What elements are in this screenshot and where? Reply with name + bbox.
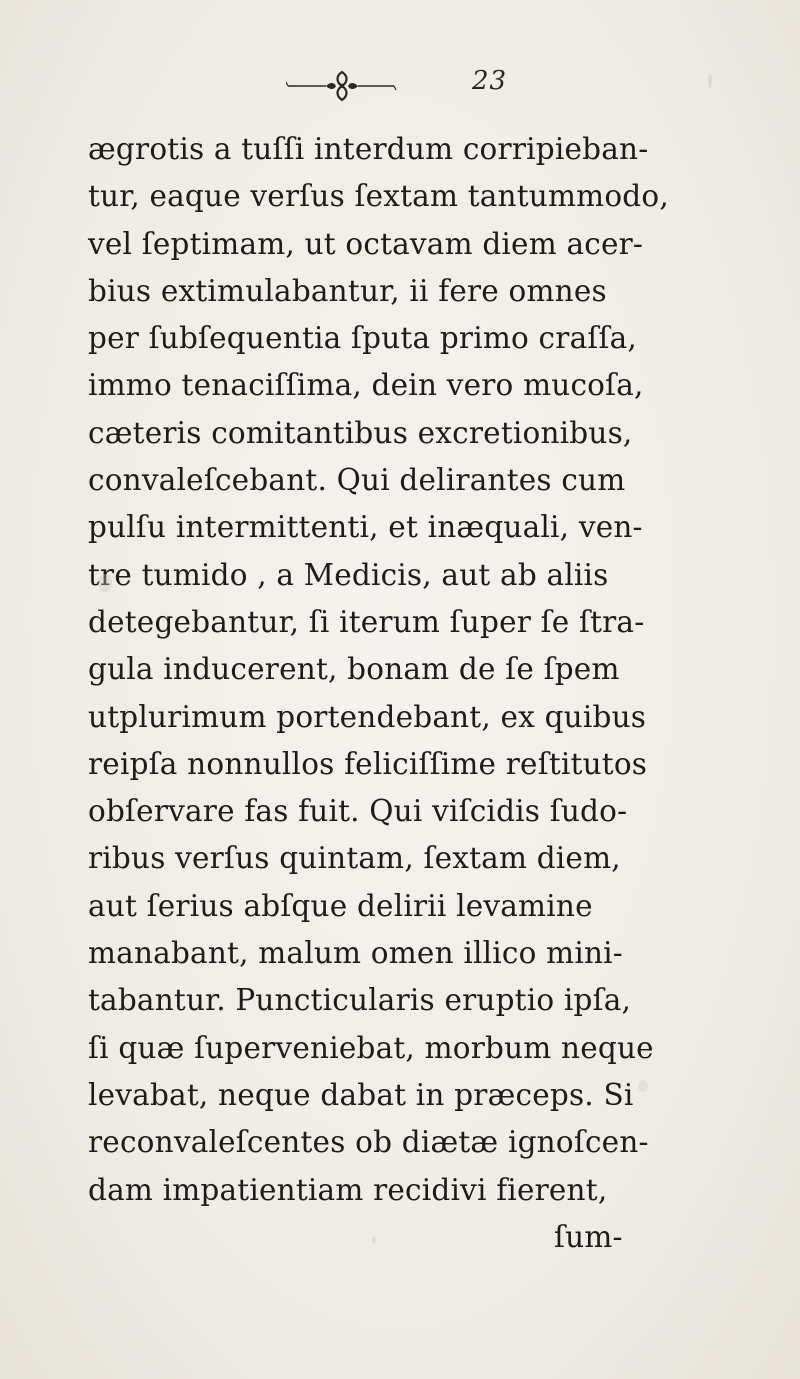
text-line: aut ſerius abſque delirii levamine <box>88 888 593 923</box>
text-line: tur, eaque verſus ſextam tantummodo, <box>88 179 669 214</box>
body-text <box>88 126 748 1261</box>
text-line: vel ſeptimam, ut octavam diem acer- <box>88 226 644 261</box>
page-number: 23 <box>472 66 508 96</box>
text-line: convaleſcebant. Qui delirantes cum <box>88 463 626 498</box>
text-line: pulſu intermittenti, et inæquali, ven- <box>88 510 643 545</box>
text-line: detegebantur, ſi iterum ſuper ſe ſtra- <box>88 604 645 639</box>
catchword: ſum- <box>554 1219 623 1254</box>
text-line: ægrotis a tuſſi interdum corripieban- <box>88 132 649 166</box>
paper-speck <box>638 1080 648 1092</box>
text-line: ſi quæ ſuperveniebat, morbum neque <box>88 1030 654 1065</box>
text-line: tabantur. Puncticularis eruptio ipſa, <box>88 983 632 1018</box>
paper-speck <box>708 74 712 88</box>
text-line: gula inducerent, bonam de ſe ſpem <box>88 652 620 687</box>
text-line: per ſubſequentia ſputa primo craſſa, <box>88 321 637 356</box>
text-line: dam impatientiam recidivi fierent, <box>88 1172 608 1207</box>
text-line: reipſa nonnullos feliciſſime reſtitutos <box>88 746 648 781</box>
text-line: utplurimum portendebant, ex quibus <box>88 699 647 734</box>
page-header <box>0 66 800 106</box>
fleuron-ornament-icon <box>286 66 398 102</box>
text-line: obſervare fas fuit. Qui viſcidis ſudo- <box>88 794 628 829</box>
paper-speck <box>372 1236 376 1244</box>
text-line: manabant, malum omen illico mini- <box>88 936 623 971</box>
paper-speck <box>98 574 112 592</box>
text-line: ribus verſus quintam, ſextam diem, <box>88 841 621 876</box>
text-line: tre tumido , a Medicis, aut ab aliis <box>88 557 609 592</box>
text-line: levabat, neque dabat in præceps. Si <box>88 1077 634 1112</box>
text-line: bius extimulabantur, ii fere omnes <box>88 273 607 308</box>
text-line: cæteris comitantibus excretionibus, <box>88 415 633 450</box>
text-line: reconvaleſcentes ob diætæ ignoſcen- <box>88 1125 649 1160</box>
text-line: immo tenaciſſima, dein vero mucoſa, <box>88 368 644 403</box>
